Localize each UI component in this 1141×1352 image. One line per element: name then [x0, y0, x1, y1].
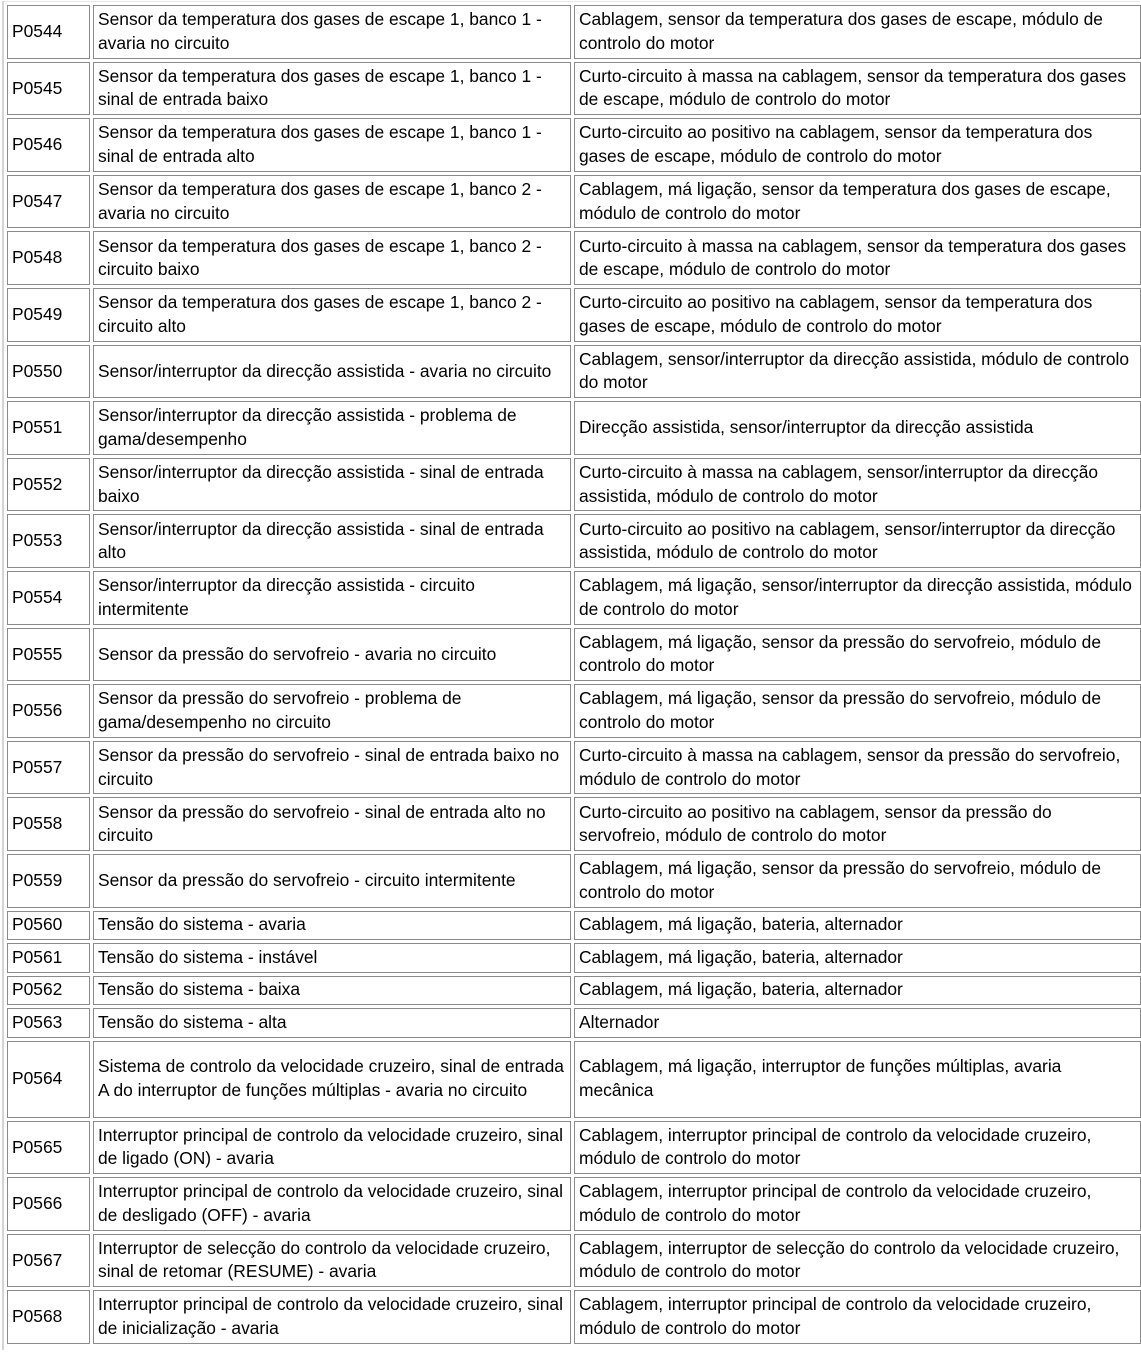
fault-code: P0560 [7, 911, 90, 941]
fault-description: Sensor da pressão do servofreio - sinal de entrada alto no circuito [93, 797, 571, 851]
fault-cause: Cablagem, má ligação, interruptor de funções múltiplas, avaria mecânica [574, 1041, 1141, 1118]
fault-cause: Curto-circuito à massa na cablagem, sensor da temperatura dos gases de escape, módulo de controlo do motor [574, 231, 1141, 285]
fault-code: P0551 [7, 401, 90, 455]
fault-description: Sensor/interruptor da direcção assistida - circuito intermitente [93, 571, 571, 625]
table-row [7, 175, 1141, 229]
fault-code: P0550 [7, 345, 90, 399]
fault-code: P0547 [7, 175, 90, 229]
fault-code: P0567 [7, 1234, 90, 1288]
fault-code: P0557 [7, 741, 90, 795]
table-row [7, 684, 1141, 738]
fault-cause: Cablagem, má ligação, sensor da pressão do servofreio, módulo de controlo do motor [574, 628, 1141, 682]
table-row [7, 943, 1141, 973]
fault-cause: Curto-circuito ao positivo na cablagem, sensor/interruptor da direcção assistida, módulo de controlo do motor [574, 514, 1141, 568]
table-row [7, 1177, 1141, 1231]
fault-cause: Cablagem, má ligação, bateria, alternador [574, 976, 1141, 1006]
fault-description: Sensor da pressão do servofreio - problema de gama/desempenho no circuito [93, 684, 571, 738]
fault-code: P0568 [7, 1290, 90, 1344]
table-row [7, 118, 1141, 172]
fault-cause: Curto-circuito ao positivo na cablagem, sensor da temperatura dos gases de escape, módulo de controlo do motor [574, 288, 1141, 342]
fault-code: P0556 [7, 684, 90, 738]
table-row [7, 854, 1141, 908]
fault-description: Interruptor principal de controlo da velocidade cruzeiro, sinal de ligado (ON) - avaria [93, 1121, 571, 1175]
table-row [7, 741, 1141, 795]
fault-description: Sensor/interruptor da direcção assistida - sinal de entrada baixo [93, 458, 571, 512]
fault-description: Tensão do sistema - baixa [93, 976, 571, 1006]
table-row [7, 458, 1141, 512]
fault-cause: Cablagem, interruptor principal de controlo da velocidade cruzeiro, módulo de controlo do motor [574, 1177, 1141, 1231]
fault-code: P0564 [7, 1041, 90, 1118]
fault-description: Tensão do sistema - instável [93, 943, 571, 973]
fault-cause: Cablagem, interruptor principal de controlo da velocidade cruzeiro, módulo de controlo do motor [574, 1121, 1141, 1175]
fault-cause: Cablagem, má ligação, bateria, alternador [574, 943, 1141, 973]
fault-code: P0559 [7, 854, 90, 908]
fault-description: Sensor da temperatura dos gases de escape 1, banco 1 - sinal de entrada baixo [93, 62, 571, 116]
fault-cause: Direcção assistida, sensor/interruptor da direcção assistida [574, 401, 1141, 455]
table-row [7, 5, 1141, 59]
table-row [7, 231, 1141, 285]
table-row [7, 288, 1141, 342]
fault-code: P0549 [7, 288, 90, 342]
fault-cause: Cablagem, má ligação, sensor/interruptor da direcção assistida, módulo de controlo do motor [574, 571, 1141, 625]
fault-description: Sensor da temperatura dos gases de escape 1, banco 1 - avaria no circuito [93, 5, 571, 59]
fault-code: P0561 [7, 943, 90, 973]
fault-cause: Alternador [574, 1008, 1141, 1038]
fault-description: Sensor da temperatura dos gases de escape 1, banco 2 - avaria no circuito [93, 175, 571, 229]
table-row [7, 628, 1141, 682]
fault-code: P0552 [7, 458, 90, 512]
fault-description: Sensor da pressão do servofreio - avaria no circuito [93, 628, 571, 682]
table-row [7, 1121, 1141, 1175]
fault-description: Sistema de controlo da velocidade cruzeiro, sinal de entrada A do interruptor de funções múltiplas - avaria no circuito [93, 1041, 571, 1118]
fault-description: Tensão do sistema - alta [93, 1008, 571, 1038]
fault-code: P0546 [7, 118, 90, 172]
table-row [7, 1041, 1141, 1118]
fault-description: Interruptor principal de controlo da velocidade cruzeiro, sinal de desligado (OFF) - avaria [93, 1177, 571, 1231]
fault-cause: Cablagem, sensor/interruptor da direcção assistida, módulo de controlo do motor [574, 345, 1141, 399]
fault-cause: Curto-circuito ao positivo na cablagem, sensor da temperatura dos gases de escape, módulo de controlo do motor [574, 118, 1141, 172]
fault-cause: Cablagem, má ligação, sensor da pressão do servofreio, módulo de controlo do motor [574, 684, 1141, 738]
fault-description: Sensor da pressão do servofreio - circuito intermitente [93, 854, 571, 908]
fault-cause: Curto-circuito à massa na cablagem, sensor da pressão do servofreio, módulo de controlo do motor [574, 741, 1141, 795]
fault-description: Interruptor de selecção do controlo da velocidade cruzeiro, sinal de retomar (RESUME) - avaria [93, 1234, 571, 1288]
table-row [7, 911, 1141, 941]
fault-code-table-body [7, 5, 1141, 1344]
fault-code: P0563 [7, 1008, 90, 1038]
fault-description: Tensão do sistema - avaria [93, 911, 571, 941]
fault-cause: Curto-circuito à massa na cablagem, sensor/interruptor da direcção assistida, módulo de controlo do motor [574, 458, 1141, 512]
fault-description: Sensor/interruptor da direcção assistida - avaria no circuito [93, 345, 571, 399]
fault-cause: Cablagem, interruptor principal de controlo da velocidade cruzeiro, módulo de controlo do motor [574, 1290, 1141, 1344]
fault-cause: Cablagem, má ligação, sensor da pressão do servofreio, módulo de controlo do motor [574, 854, 1141, 908]
table-row [7, 62, 1141, 116]
fault-code: P0562 [7, 976, 90, 1006]
fault-cause: Curto-circuito ao positivo na cablagem, sensor da pressão do servofreio, módulo de controlo do motor [574, 797, 1141, 851]
table-row [7, 1290, 1141, 1344]
fault-description: Interruptor principal de controlo da velocidade cruzeiro, sinal de inicialização - avaria [93, 1290, 571, 1344]
fault-description: Sensor da temperatura dos gases de escape 1, banco 1 - sinal de entrada alto [93, 118, 571, 172]
fault-code: P0555 [7, 628, 90, 682]
fault-code: P0558 [7, 797, 90, 851]
fault-description: Sensor da temperatura dos gases de escape 1, banco 2 - circuito alto [93, 288, 571, 342]
fault-cause: Cablagem, má ligação, bateria, alternador [574, 911, 1141, 941]
fault-cause: Curto-circuito à massa na cablagem, sensor da temperatura dos gases de escape, módulo de controlo do motor [574, 62, 1141, 116]
fault-description: Sensor/interruptor da direcção assistida - sinal de entrada alto [93, 514, 571, 568]
fault-description: Sensor da temperatura dos gases de escape 1, banco 2 - circuito baixo [93, 231, 571, 285]
fault-code: P0554 [7, 571, 90, 625]
table-row [7, 571, 1141, 625]
fault-code-table [4, 2, 1141, 1347]
fault-code: P0565 [7, 1121, 90, 1175]
table-row [7, 797, 1141, 851]
table-row [7, 514, 1141, 568]
fault-code: P0545 [7, 62, 90, 116]
fault-code: P0553 [7, 514, 90, 568]
fault-cause: Cablagem, interruptor de selecção do controlo da velocidade cruzeiro, módulo de controlo do motor [574, 1234, 1141, 1288]
table-row [7, 345, 1141, 399]
fault-cause: Cablagem, má ligação, sensor da temperatura dos gases de escape, módulo de controlo do motor [574, 175, 1141, 229]
table-row [7, 976, 1141, 1006]
fault-cause: Cablagem, sensor da temperatura dos gases de escape, módulo de controlo do motor [574, 5, 1141, 59]
table-row [7, 401, 1141, 455]
fault-description: Sensor da pressão do servofreio - sinal de entrada baixo no circuito [93, 741, 571, 795]
fault-description: Sensor/interruptor da direcção assistida - problema de gama/desempenho [93, 401, 571, 455]
table-row [7, 1008, 1141, 1038]
fault-code: P0544 [7, 5, 90, 59]
fault-code: P0566 [7, 1177, 90, 1231]
table-row [7, 1234, 1141, 1288]
fault-code: P0548 [7, 231, 90, 285]
